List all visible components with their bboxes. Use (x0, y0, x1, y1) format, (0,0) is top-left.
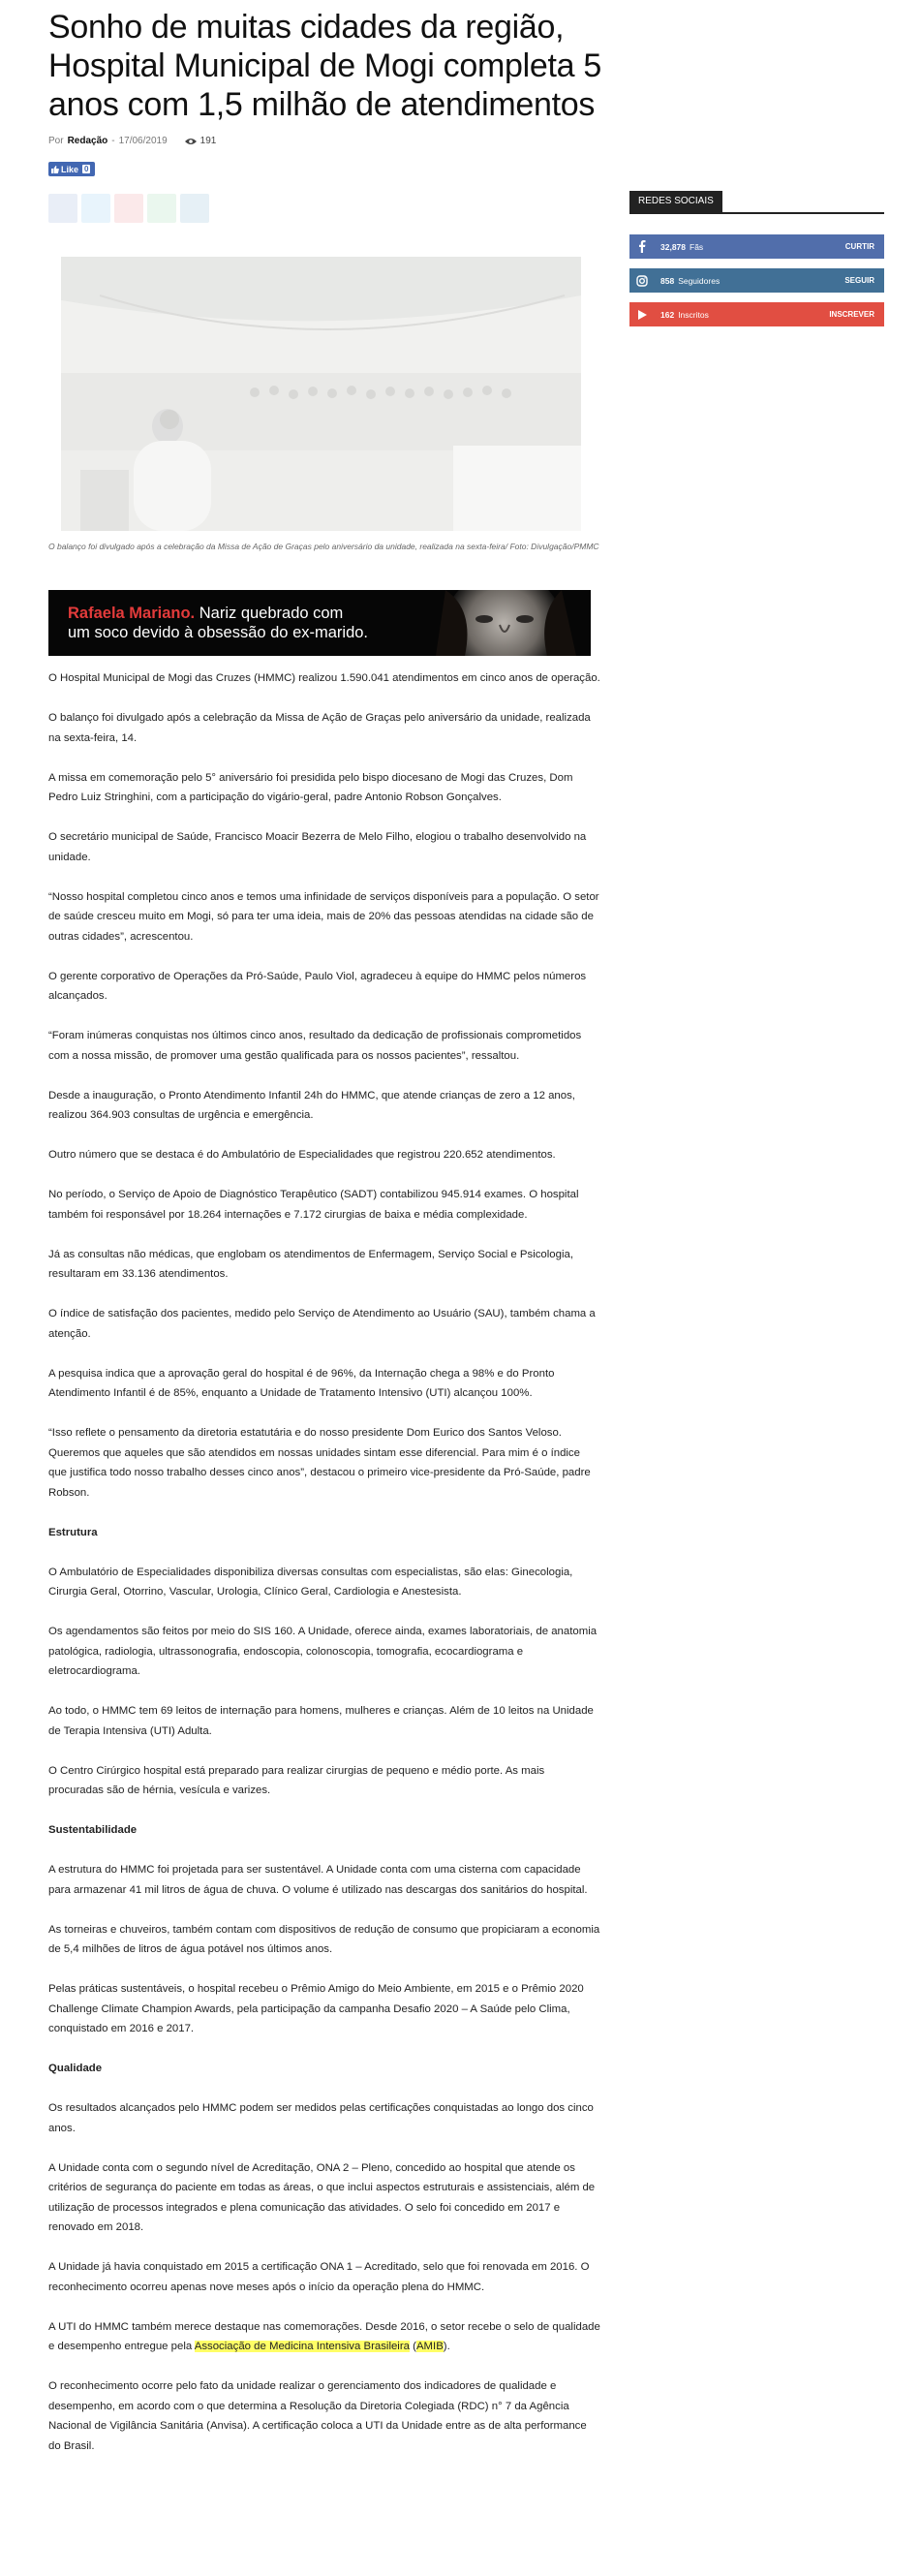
paragraph: “Foram inúmeras conquistas nos últimos cinco anos, resultado da dedicação de profissionais comprometidos com a nossa missão, de promover uma gestão qualificada para os nossos pacientes”, ressaltou. (48, 1030, 582, 1062)
facebook-label: Fãs (690, 241, 704, 252)
whatsapp-icon[interactable] (147, 194, 176, 223)
amib-text-middle: ( (409, 2341, 416, 2352)
paragraph: O índice de satisfação dos pacientes, medido pelo Serviço de Atendimento ao Usuário (SAU), também chama a atenção. (48, 1308, 596, 1340)
section-heading: Sustentabilidade (48, 1824, 138, 1836)
thumbs-up-icon (51, 166, 59, 173)
paragraph: Já as consultas não médicas, que englobam os atendimentos de Enfermagem, Serviço Social e Psicologia, resultaram em 33.136 atendimentos. (48, 1248, 573, 1280)
instagram-seguir-button[interactable]: SEGUIR (844, 276, 874, 285)
section-heading: Estrutura (48, 1526, 98, 1538)
ad-line-2: um soco devido à obsessão do ex-marido. (68, 624, 369, 641)
paragraph: O secretário municipal de Saúde, Francisco Moacir Bezerra de Melo Filho, elogiou o trabalho desenvolvido na unidade. (48, 831, 587, 863)
paragraph: No período, o Serviço de Apoio de Diagnóstico Terapêutico (SADT) contabilizou 945.914 exames. O hospital também foi responsável por 18.264 internações e 7.172 cirurgias de baixa e média complexidade. (48, 1189, 579, 1221)
facebook-icon[interactable] (48, 194, 77, 223)
publish-date: 17/06/2019 (118, 136, 168, 146)
paragraph: A estrutura do HMMC foi projetada para ser sustentável. A Unidade conta com uma cisterna com capacidade para armazenar 41 mil litros de água de chuva. O volume é utilizado nas descargas dos sanitários do hospital. (48, 1864, 588, 1896)
sidebar-title-bar (629, 191, 884, 214)
ad-text (68, 604, 368, 642)
paragraph: O balanço foi divulgado após a celebração da Missa de Ação de Graças pelo aniversário da unidade, realizada na sexta-feira, 14. (48, 712, 591, 744)
paragraph: “Isso reflete o pensamento da diretoria estatutária e do nosso presidente Dom Eurico dos Santos Veloso. Queremos que aqueles que são atendidos em nossas unidades sintam esse diferencial. Para mim é o índice que justifica todo nosso trabalho desses cinco anos”, destacou o primeiro vice-presidente da Pró-Saúde, padre Robson. (48, 1427, 591, 1499)
amib-text-after: ). (443, 2341, 450, 2352)
paragraph: A Unidade já havia conquistado em 2015 a certificação ONA 1 – Acreditado, selo que foi renovada em 2016. O reconhecimento ocorreu apenas nove meses após o início da operação plena do HMMC. (48, 2261, 590, 2293)
facebook-follow-row[interactable] (629, 234, 884, 259)
section-heading: Qualidade (48, 2063, 103, 2074)
paragraph: A Unidade conta com o segundo nível de Acreditação, ONA 2 – Pleno, concedido ao hospital que atende os critérios de segurança do paciente em todas as áreas, o que inclui aspectos estruturais e assistenciais, além de utilização de processos integrados e plena comunicação das atividades. O selo foi concedido em 2017 e renovado em 2018. (48, 2161, 596, 2233)
paragraph: As torneiras e chuveiros, também contam com dispositivos de redução de consumo que propiciaram a economia de 5,4 milhões de litros de água potável nos últimos anos. (48, 1923, 600, 1955)
photo-caption: O balanço foi divulgado após a celebração da Missa de Ação de Graças pelo aniversário da unidade, realizada na sexta-feira/ Foto: Divulgação/PMMC (48, 542, 599, 551)
by-label: Por (48, 136, 64, 146)
amib-text-before: A UTI do HMMC também merece destaque nas comemorações. Desde 2016, o setor recebe o selo de qualidade e desempenho entregue pela (48, 2320, 600, 2352)
instagram-count: 858 (660, 275, 675, 286)
sidebar-title: REDES SOCIAIS (629, 191, 722, 212)
paragraph: O reconhecimento ocorre pelo fato da unidade realizar o gerenciamento dos indicadores de qualidade e desempenho, em acordo com o que determina a Resolução da Diretoria Colegiada (RDC) n° 7 da Agência Nacional de Vigilância Sanitária (Anvisa). A certificação coloca a UTI da Unidade entre as de alta performance do Brasil. (48, 2380, 587, 2452)
article-photo (61, 257, 581, 531)
youtube-play-icon (629, 302, 655, 326)
paragraph: O Centro Cirúrgico hospital está preparado para realizar cirurgias de pequeno e médio porte. As mais procuradas são de hérnia, vesícula e varizes. (48, 1764, 545, 1796)
share-buttons (48, 194, 209, 223)
youtube-label: Inscritos (678, 309, 709, 320)
paragraph: Desde a inauguração, o Pronto Atendimento Infantil 24h do HMMC, que atende crianças de zero a 12 anos, realizou 364.903 consultas de urgência e emergência. (48, 1089, 575, 1121)
paragraph: O Ambulatório de Especialidades disponibiliza diversas consultas com especialistas, são elas: Ginecologia, Cirurgia Geral, Otorrino, Vascular, Urologia, Clínico Geral, Cardiologia e Anestesista. (48, 1566, 573, 1598)
like-count: 0 (84, 165, 89, 173)
paragraph: “Nosso hospital completou cinco anos e temos uma infinidade de serviços disponíveis para a população. O setor de saúde cresceu muito em Mogi, só para ter uma ideia, mais de 20% das pessoas atendidas na cidade são de outras cidades”, acrescentou. (48, 890, 599, 943)
view-count-value: 191 (199, 136, 217, 146)
paragraph: Os agendamentos são feitos por meio do SIS 160. A Unidade, oferece ainda, exames laboratoriais, de anatomia patológica, radiologia, ultrassonografia, endoscopia, colonoscopia, tomografia, ecocardiograma e eletrocardiograma. (48, 1626, 598, 1677)
facebook-icon (629, 234, 655, 259)
paragraph: A missa em comemoração pelo 5° aniversário foi presidida pelo bispo diocesano de Mogi das Cruzes, Dom Pedro Luiz Stringhini, com a participação do vigário-geral, padre Antonio Robson Gonçalves. (48, 771, 573, 803)
instagram-icon (629, 268, 655, 293)
view-count (185, 136, 217, 146)
paragraph: Pelas práticas sustentáveis, o hospital recebeu o Prêmio Amigo do Meio Ambiente, em 2015 e o Prêmio 2020 Challenge Climate Champion Awards, pela participação da campanha Desafio 2020 – A Saúde pelo Clima, conquistado em 2016 e 2017. (48, 1983, 584, 2034)
paragraph: Outro número que se destaca é do Ambulatório de Especialidades que registrou 220.652 atendimentos. (48, 1149, 556, 1161)
article-title: Sonho de muitas cidades da região, Hospital Municipal de Mogi completa 5 anos com 1,5 milhão de atendimentos (48, 9, 601, 123)
paragraph: Ao todo, o HMMC tem 69 leitos de internação para homens, mulheres e crianças. Além de 10 leitos na Unidade de Terapia Intensiva (UTI) Adulta. (48, 1705, 594, 1737)
article-body (48, 668, 600, 2476)
amib-abbr: AMIB (415, 2341, 444, 2352)
meta-separator: - (111, 136, 115, 146)
like-label: Like (61, 164, 79, 174)
eye-icon (185, 138, 197, 145)
facebook-like-button[interactable] (48, 162, 95, 176)
youtube-count: 162 (660, 309, 675, 320)
article-meta (48, 136, 216, 146)
advertisement-banner[interactable] (48, 590, 591, 656)
paragraph: O gerente corporativo de Operações da Pró-Saúde, Paulo Viol, agradeceu à equipe do HMMC pelos números alcançados. (48, 970, 587, 1002)
instagram-follow-row[interactable] (629, 268, 884, 293)
instagram-label: Seguidores (678, 275, 721, 286)
pinterest-icon[interactable] (114, 194, 143, 223)
youtube-follow-row[interactable] (629, 302, 884, 326)
linkedin-icon[interactable] (180, 194, 209, 223)
twitter-icon[interactable] (81, 194, 110, 223)
paragraph: O Hospital Municipal de Mogi das Cruzes (HMMC) realizou 1.590.041 atendimentos em cinco anos de operação. (48, 672, 600, 684)
ad-line-1: Nariz quebrado com (199, 605, 344, 622)
author-link[interactable]: Redação (67, 136, 108, 146)
facebook-curtir-button[interactable]: CURTIR (844, 242, 874, 251)
ad-name: Rafaela Mariano. (68, 605, 196, 622)
youtube-inscrever-button[interactable]: INSCREVER (829, 310, 874, 319)
amib-link[interactable]: Associação de Medicina Intensiva Brasileira (194, 2341, 410, 2352)
paragraph: Os resultados alcançados pelo HMMC podem ser medidos pelas certificações conquistadas ao longo dos cinco anos. (48, 2102, 594, 2134)
paragraph: A pesquisa indica que a aprovação geral do hospital é de 96%, da Internação chega a 98% e do Pronto Atendimento Infantil é de 85%, enquanto a Unidade de Tratamento Intensivo (UTI) alcançou 100%. (48, 1367, 555, 1399)
paragraph-amib (48, 2317, 600, 2357)
sidebar (629, 191, 884, 320)
facebook-count: 32,878 (660, 241, 686, 252)
